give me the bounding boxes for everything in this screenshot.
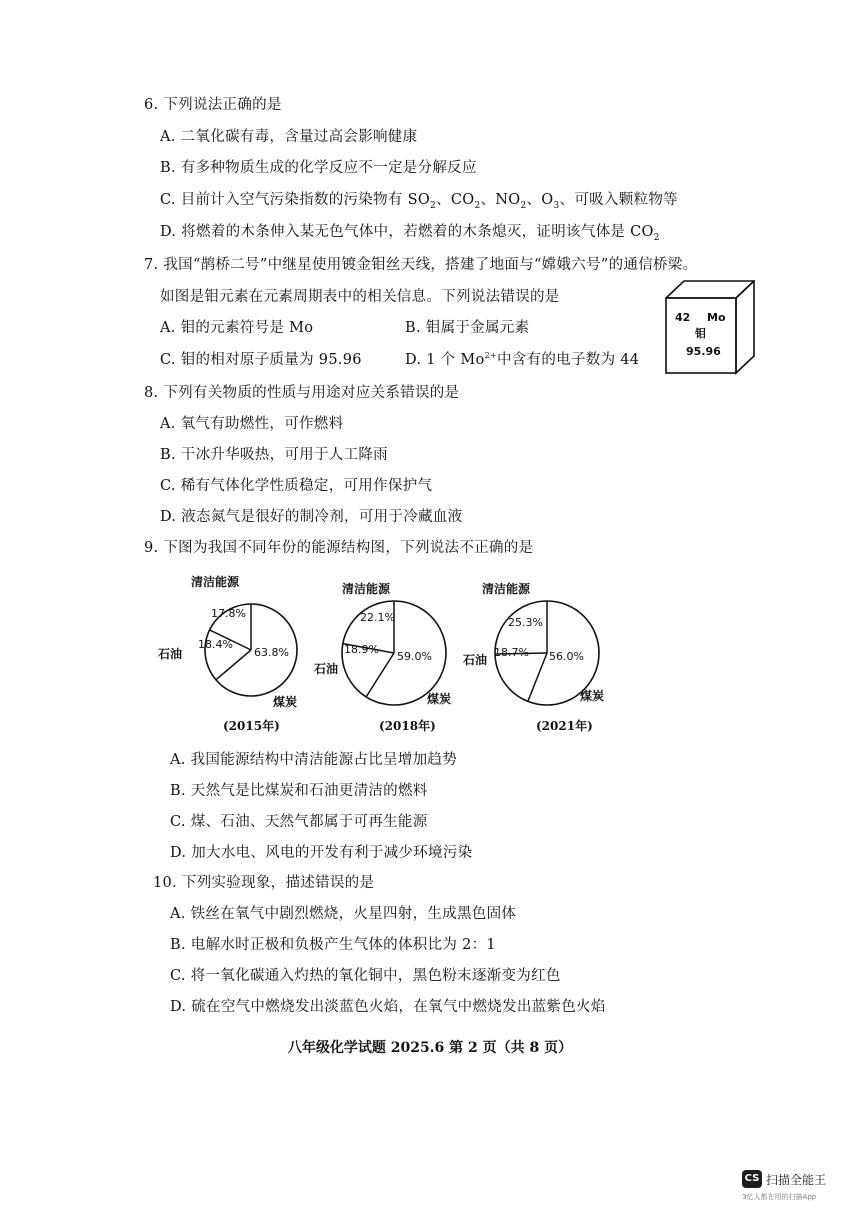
- q7-option-b: B. 钼属于金属元素: [405, 320, 530, 336]
- pie-2021-value-clean: 25.3%: [508, 616, 543, 629]
- q8-option-b: B. 干冰升华吸热，可用于人工降雨: [160, 447, 388, 463]
- q6-option-a: A. 二氧化碳有毒，含量过高会影响健康: [160, 129, 418, 145]
- pie-2018-value-clean: 22.1%: [360, 611, 395, 624]
- q9-option-c: C. 煤、石油、天然气都属于可再生能源: [170, 814, 428, 830]
- q6-option-c: C. 目前计入空气污染指数的污染物有 $SO_2$、$CO_2$、$NO_2$、$O_3$、可吸入颗粒物等: [160, 192, 678, 211]
- q7-option-a: A. 钼的元素符号是 Mo: [160, 320, 314, 336]
- q9-option-d: D. 加大水电、风电的开发有利于减少环境污染: [170, 845, 473, 861]
- pie-2015-value-coal: 63.8%: [254, 646, 289, 659]
- q9-option-b: B. 天然气是比煤炭和石油更清洁的燃料: [170, 783, 428, 799]
- q10-option-b: B. 电解水时正极和负极产生气体的体积比为 2：1: [170, 937, 496, 953]
- pie-chart-2021: [460, 570, 630, 740]
- q10-option-d: D. 硫在空气中燃烧发出淡蓝色火焰，在氧气中燃烧发出蓝紫色火焰: [170, 999, 606, 1015]
- pie-2015-value-oil: 18.4%: [198, 638, 233, 651]
- pie-2018-value-oil: 18.9%: [344, 643, 379, 656]
- element-cube-graphic: [665, 280, 755, 375]
- q10-option-a: A. 铁丝在氧气中剧烈燃烧，火星四射，生成黑色固体: [170, 906, 517, 922]
- pie-2021-svg: [460, 570, 630, 720]
- pie-2015-year: (2015年): [223, 719, 280, 733]
- pie-2018-value-coal: 59.0%: [397, 650, 432, 663]
- q7-option-d: D. 1 个 $Mo^{2+}$中含有的电子数为 44: [405, 351, 640, 368]
- pie-2015-label-coal: 煤炭: [273, 695, 298, 709]
- q8-option-c: C. 稀有气体化学性质稳定，可用作保护气: [160, 478, 433, 494]
- scanner-brand-name: 扫描全能王: [766, 1173, 827, 1187]
- element-cell-molybdenum: [665, 280, 755, 375]
- pie-2015-value-clean: 17.8%: [211, 607, 246, 620]
- q8-stem: 8. 下列有关物质的性质与用途对应关系错误的是: [144, 385, 460, 401]
- pie-2018-label-clean: 清洁能源: [342, 582, 391, 596]
- pie-2021-value-oil: 18.7%: [494, 646, 529, 659]
- element-mass: 95.96: [686, 345, 721, 358]
- q10-stem: 10. 下列实验现象，描述错误的是: [153, 875, 375, 891]
- q9-stem: 9. 下图为我国不同年份的能源结构图，下列说法不正确的是: [144, 540, 534, 556]
- q7-stem-2: 如图是钼元素在元素周期表中的相关信息。下列说法错误的是: [160, 289, 560, 305]
- element-symbol: Mo: [707, 311, 726, 324]
- pie-chart-2018: [312, 570, 477, 740]
- pie-2021-label-oil: 石油: [463, 653, 488, 667]
- q7-stem: 7. 我国“鹊桥二号”中继星使用镀金钼丝天线，搭建了地面与“嫦娥六号”的通信桥梁。: [144, 257, 698, 273]
- pie-2018-label-oil: 石油: [314, 662, 339, 676]
- q8-option-a: A. 氧气有助燃性，可作燃料: [160, 416, 344, 432]
- q10-option-c: C. 将一氧化碳通入灼热的氧化铜中，黑色粉末逐渐变为红色: [170, 968, 561, 984]
- q8-option-d: D. 液态氮气是很好的制冷剂，可用于冷藏血液: [160, 509, 463, 525]
- scanner-tagline: 3亿人都在用的扫描App: [742, 1193, 817, 1201]
- q6-stem: 6. 下列说法正确的是: [144, 97, 282, 113]
- pie-2021-label-clean: 清洁能源: [482, 582, 531, 596]
- q6-option-b: B. 有多种物质生成的化学反应不一定是分解反应: [160, 160, 477, 176]
- pie-2021-label-coal: 煤炭: [580, 689, 605, 703]
- q7-option-c: C. 钼的相对原子质量为 95.96: [160, 352, 362, 368]
- pie-2018-year: (2018年): [379, 719, 436, 733]
- pie-2021-value-coal: 56.0%: [549, 650, 584, 663]
- q6-option-d: D. 将燃着的木条伸入某无色气体中，若燃着的木条熄灭，证明该气体是 $CO_2$: [160, 224, 660, 243]
- element-atomic-number: 42: [675, 311, 691, 324]
- page-footer: 八年级化学试题 2025.6 第 2 页（共 8 页）: [287, 1040, 573, 1056]
- pie-2018-svg: [312, 570, 477, 720]
- pie-2021-year: (2021年): [536, 719, 593, 733]
- element-name: 钼: [695, 327, 706, 340]
- q9-option-a: A. 我国能源结构中清洁能源占比呈增加趋势: [170, 752, 457, 768]
- pie-2018-label-coal: 煤炭: [427, 692, 452, 706]
- pie-2015-label-oil: 石油: [158, 647, 183, 661]
- pie-2015-label-clean: 清洁能源: [191, 575, 240, 589]
- pie-chart-2015: [155, 570, 320, 740]
- scanner-logo-icon: CS: [742, 1170, 762, 1188]
